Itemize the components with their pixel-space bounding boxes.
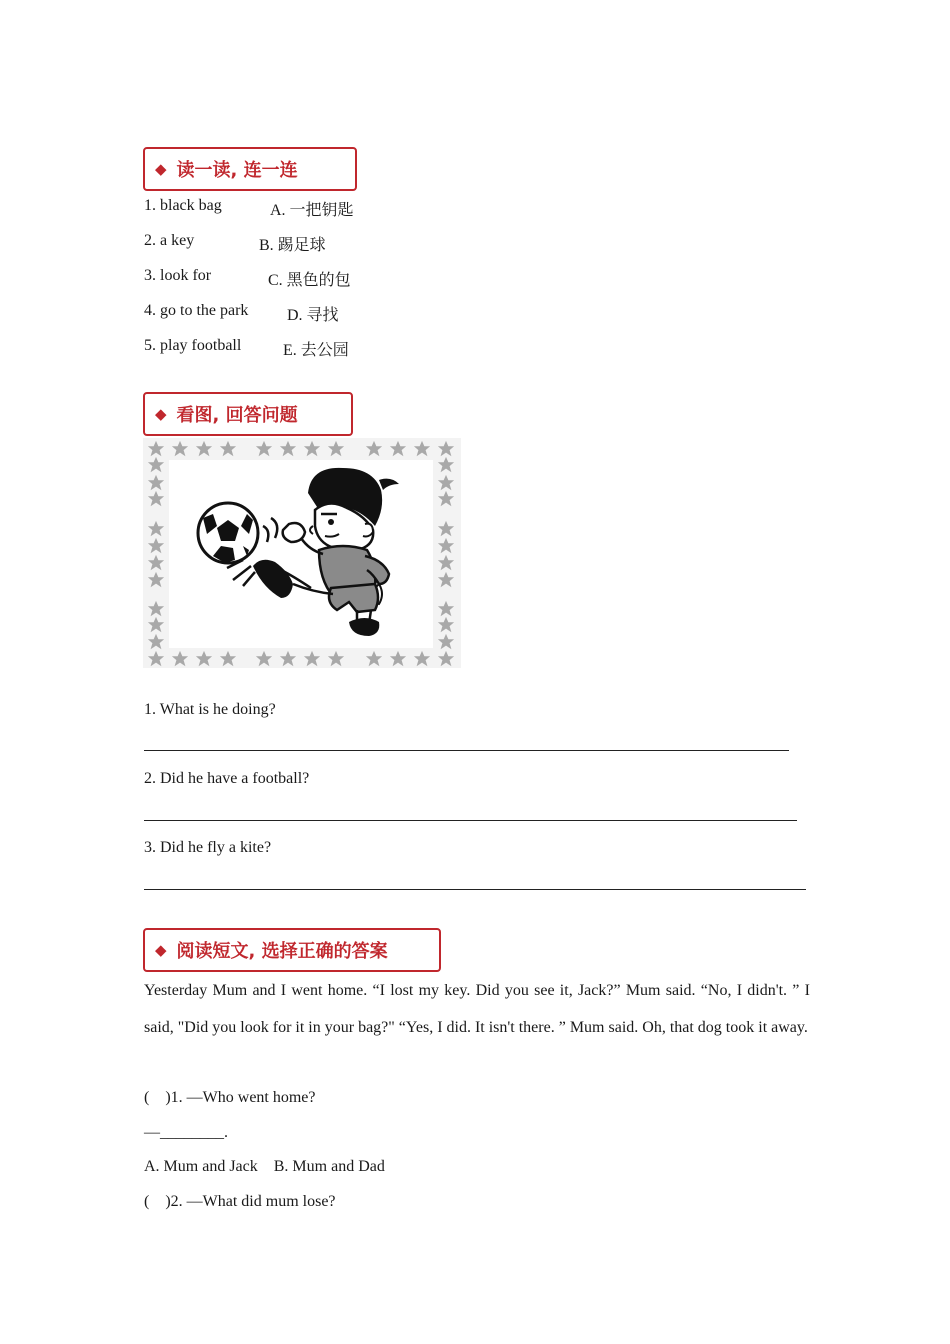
diamond-icon: ◆: [155, 406, 167, 423]
match-left-2: 2. a key: [144, 232, 195, 249]
reading-question-2: ( )2. —What did mum lose?: [144, 1193, 336, 1210]
reading-answer-blank-1: —________.: [144, 1124, 228, 1141]
football-icon: [198, 503, 258, 563]
match-right-4: D. 寻找: [287, 307, 339, 324]
section-header-match: [143, 147, 357, 191]
match-left-4: 4. go to the park: [144, 302, 249, 319]
section-title: 看图, 回答问题: [176, 405, 298, 426]
diamond-icon: ◆: [155, 942, 167, 959]
diamond-icon: ◆: [155, 161, 167, 178]
match-right-5: E. 去公园: [283, 342, 349, 359]
section-header-picture: [143, 392, 353, 436]
answer-line-1[interactable]: [144, 750, 789, 751]
section-title: 阅读短文, 选择正确的答案: [176, 941, 388, 962]
match-left-1: 1. black bag: [144, 197, 222, 214]
reading-options-1: A. Mum and Jack B. Mum and Dad: [144, 1158, 385, 1175]
match-right-1: A. 一把钥匙: [270, 202, 354, 219]
boy-football-picture: [143, 438, 461, 668]
question-3: 3. Did he fly a kite?: [144, 839, 272, 856]
question-1: 1. What is he doing?: [144, 701, 276, 718]
answer-line-3[interactable]: [144, 889, 806, 890]
match-right-2: B. 踢足球: [259, 237, 326, 254]
match-left-3: 3. look for: [144, 267, 212, 284]
question-2: 2. Did he have a football?: [144, 770, 310, 787]
reading-passage: Yesterday Mum and I went home. “I lost my key. Did you see it, Jack?” Mum said. “No, I didn't. ” I said, "Did you look for it in your bag?" “Yes, I did. It isn't there. ” Mum said. Oh, that dog took it away.: [144, 982, 810, 1036]
match-right-3: C. 黑色的包: [268, 272, 351, 289]
section-header-reading: [143, 928, 441, 972]
section-title: 读一读, 连一连: [176, 160, 298, 181]
answer-line-2[interactable]: [144, 820, 797, 821]
match-left-5: 5. play football: [144, 337, 242, 354]
reading-question-1: ( )1. —Who went home?: [144, 1089, 316, 1106]
